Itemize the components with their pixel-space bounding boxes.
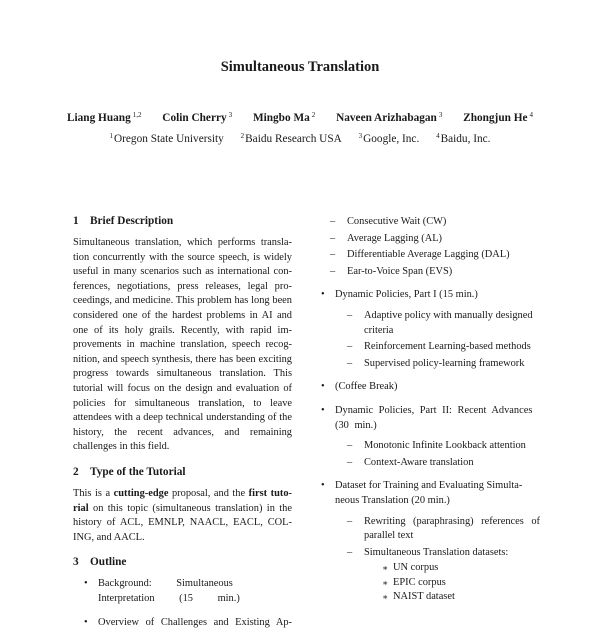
outline-list-right xyxy=(318,288,540,605)
affiliation: $^4$Baidu, Inc. xyxy=(436,132,491,145)
affiliation: $^3$Google, Inc. xyxy=(358,132,420,145)
brief-description-paragraph: Simultaneous translation, which performs translation concurrently with the source speech, is widely useful in many scenarios such as international conferences, negotiations, press releases, legal proceedings, and medicine. This problem has long been considered one of the hardest problems in AI and one of its holy grails. Recently, with rapid improvements in machine translation, speech recognition, and speech synthesis, there has been exciting progress towards simultaneous translation. This tutorial will focus on the design and evaluation of policies for simultaneous translation, to leave attendees with a deep technical understanding of the history, the recent advances, and remaining challenges in this field. xyxy=(73,237,292,453)
evaluation-metrics-sublist xyxy=(318,215,540,279)
outline-item: • Dynamic Policies, Part II: Recent Advances (30 min.) – Monotonic Infinite Lookback attention – Context-Aware translation xyxy=(321,404,540,470)
outline-subitem: – Supervised policy-learning framework xyxy=(347,357,540,372)
outline-subitem: – Context-Aware translation xyxy=(347,456,540,471)
outline-subitem: – Consecutive Wait (CW) xyxy=(330,215,540,230)
author: Colin Cherry $^3$ xyxy=(162,111,233,124)
outline-item: • Overview of Challenges and Existing Ap- xyxy=(84,616,292,631)
type-of-tutorial-paragraph: This is a cutting-edge proposal, and the first tutorial on this topic (simultaneous translation) in the history of ACL, EMNLP, NAACL, EACL, COLING, and AACL. xyxy=(73,487,292,543)
author: Naveen Arizhabagan $^3$ xyxy=(336,111,443,124)
author: Mingbo Ma $^2$ xyxy=(252,111,316,124)
section-heading-outline: 3 Outline xyxy=(73,556,127,569)
affiliation-list xyxy=(0,132,600,145)
outline-sublist xyxy=(335,309,540,371)
outline-subitem: – Simultaneous Translation datasets: ∗ UN corpus ∗ EPIC corpus ∗ NAIST dataset xyxy=(347,546,540,605)
left-column xyxy=(73,214,292,640)
section-heading-type-of-tutorial: 2 Type of the Tutorial xyxy=(73,465,186,478)
outline-item: • (Coffee Break) xyxy=(321,380,540,395)
outline-item: • Dynamic Policies, Part I (15 min.) – Adaptive policy with manually designed criteria – Reinforcement Learning-based methods – Supervised policy-learning framework xyxy=(321,288,540,371)
outline-item: • Dataset for Training and Evaluating Simultaneous Translation (20 min.) – Rewriting (paraphrasing) references of parallel text – Simultaneous Translation datasets: ∗ UN corpus ∗ EPIC corpus ∗ NAIST dataset xyxy=(321,479,540,605)
outline-subitem: – Differentiable Average Lagging (DAL) xyxy=(330,248,540,263)
outline-subitem: – Rewriting (paraphrasing) references of parallel text xyxy=(347,515,540,544)
affiliation: $^2$Baidu Research USA xyxy=(240,132,342,145)
dataset-item: ∗ NAIST dataset xyxy=(382,590,540,605)
outline-subitem: – Average Lagging (AL) xyxy=(330,232,540,247)
outline-item: • Background: Simultaneous Interpretation (15 min.) xyxy=(84,577,292,606)
outline-subitem: – Ear-to-Voice Span (EVS) xyxy=(330,265,540,280)
outline-subitem: – Reinforcement Learning-based methods xyxy=(347,340,540,355)
paper-title: Simultaneous Translation xyxy=(220,59,380,75)
author-list xyxy=(0,111,600,124)
dataset-item: ∗ UN corpus xyxy=(382,561,540,576)
right-column xyxy=(318,214,540,614)
outline-subitem: – Monotonic Infinite Lookback attention xyxy=(347,439,540,454)
author: Zhongjun He $^4$ xyxy=(463,111,534,124)
dataset-list xyxy=(364,561,540,605)
section-heading-brief-description: 1 Brief Description xyxy=(73,215,174,227)
dataset-item: ∗ EPIC corpus xyxy=(382,576,540,591)
outline-sublist xyxy=(335,439,540,470)
outline-sublist xyxy=(335,515,540,606)
outline-list-left xyxy=(73,577,292,631)
outline-subitem: – Adaptive policy with manually designed criteria xyxy=(347,309,540,338)
affiliation: $^1$Oregon State University xyxy=(109,132,224,145)
author: Liang Huang $^{1,2}$ xyxy=(66,111,142,124)
